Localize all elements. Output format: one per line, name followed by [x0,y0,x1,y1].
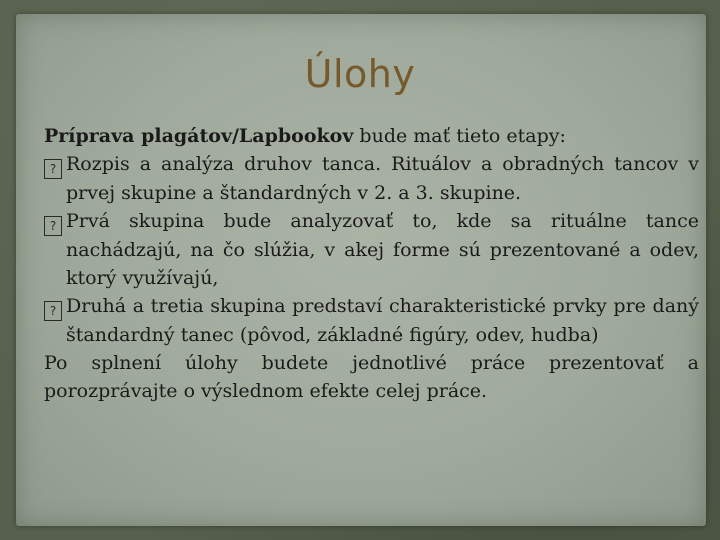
closing-paragraph: Po splnení úlohy budete jednotlivé práce prezentovať a porozprávajte o výslednom efekte celej práce. [44,352,699,402]
slide-title: Úlohy [304,52,416,96]
bullet-item [44,207,699,292]
bullet-item [44,292,699,349]
slide-body [44,122,699,405]
intro-paragraph [44,122,699,150]
intro-rest: bude mať tieto etapy: [353,125,566,147]
bullet-text: Prvá skupina bude analyzovať to, kde sa rituálne tance nachádzajú, na čo slúžia, v akej forme sú prezentované a odev, ktorý využívajú, [66,210,699,289]
bullet-item [44,150,699,207]
intro-bold: Príprava plagátov/Lapbookov [44,125,354,147]
bullet-text: Druhá a tretia skupina predstaví charakteristické prvky pre daný štandardný tanec (pôvod, základné figúry, odev, hudba) [66,295,699,346]
missing-glyph-icon: ? [44,216,62,236]
bullet-text: Rozpis a analýza druhov tanca. Rituálov a obradných tancov v prvej skupine a štandardných v 2. a 3. skupine. [66,153,699,204]
missing-glyph-icon: ? [44,301,62,321]
missing-glyph-icon: ? [44,159,62,179]
